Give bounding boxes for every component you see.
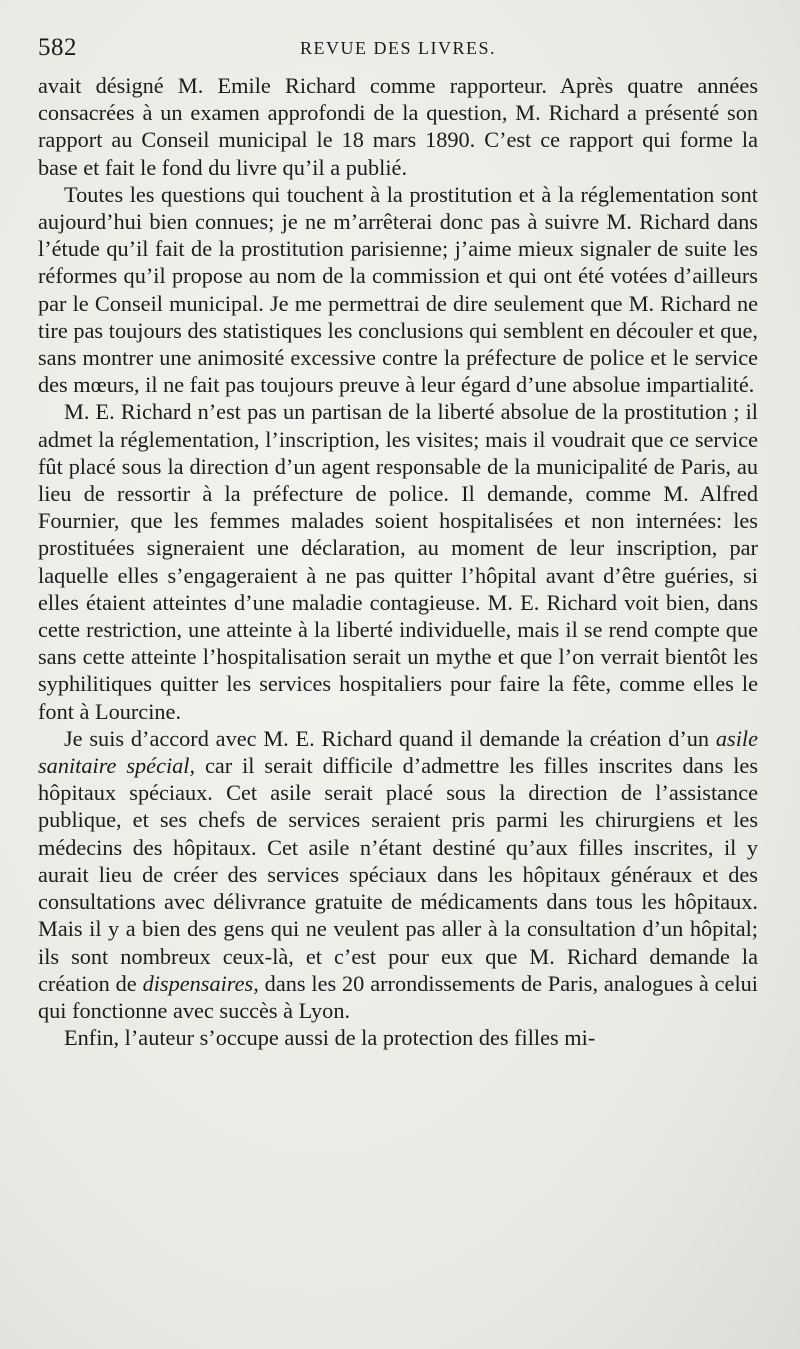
paragraph-text: M. E. Richard n’est pas un partisan de la liberté absolue de la prostitution ; il admet la réglementation, l’inscription, les visites; mais il voudrait que ce service fût placé sous la direction d’un agent responsable de la municipalité de Paris, au lieu de ressortir à la préfecture de police. Il demande, comme M. Alfred Fournier, que les femmes malades soient hospitalisées et non internées: les prostituées signeraient une déclaration, au moment de leur inscription, par laquelle elles s’engageraient à ne pas quitter l’hôpital avant d’être guéries, si elles étaient atteintes d’une maladie contagieuse. M. E. Richard voit bien, dans cette restriction, une atteinte à la liberté individuelle, mais il se rend compte que sans cette atteinte l’hospitalisation serait un mythe et que l’on verrait bientôt les syphilitiques quitter les services hospitaliers pour faire la fête, comme elles le font à Lourcine. — [38, 399, 758, 724]
paragraph — [38, 725, 758, 1024]
paragraph-text: Je suis d’accord avec M. E. Richard quand il demande la création d’un — [64, 725, 716, 751]
paragraph-text: dans les 20 arrondissements de Paris, analogues à celui qui fonctionne avec succès à Lyon. — [38, 970, 758, 1023]
paragraph-text: car il serait difficile d’admettre les filles inscrites dans les hôpitaux spéciaux. Cet asile serait placé sous la direction de l’assistance publique, et ses chefs de services seraient pris parmi les chirurgiens et les médecins des hôpitaux. Cet asile n’étant destiné qu’aux filles inscrites, il y aurait lieu de créer des services spéciaux dans les hôpitaux généraux et des consultations avec délivrance gratuite de médicaments dans tous les hôpitaux. Mais il y a bien des gens qui ne veulent pas aller à la consultation d’un hôpital; ils sont nombreux ceux-là, et c’est pour eux que M. Richard demande la création de — [38, 753, 758, 996]
paragraph — [38, 181, 758, 399]
paragraph-text: avait désigné M. Emile Richard comme rapporteur. Après quatre années consacrées à un examen approfondi de la question, M. Richard a présenté son rapport au Conseil municipal le 18 mars 1890. C’est ce rapport qui forme la base et fait le fond du livre qu’il a publié. — [38, 73, 758, 180]
paragraph-text: Enfin, l’auteur s’occupe aussi de la protection des filles mi- — [64, 1025, 596, 1051]
paragraph — [38, 72, 758, 181]
italic-text: asile sanitaire spécial, — [38, 725, 758, 779]
paragraph — [38, 398, 758, 724]
running-head: REVUE DES LIVRES. — [300, 38, 496, 58]
page-header — [38, 30, 758, 66]
paragraph-text: Toutes les questions qui touchent à la prostitution et à la réglementation sont aujourd’hui bien connues; je ne m’arrêterai donc pas à suivre M. Richard dans l’étude qu’il fait de la prostitution parisienne; j’aime mieux signaler de suite les réformes qu’il propose au nom de la commission et qui ont été votées d’ailleurs par le Conseil municipal. Je me permettrai de dire seulement que M. Richard ne tire pas toujours des statistiques les conclusions qui semblent en découler et que, sans montrer une animosité excessive contre la préfecture de police et le service des mœurs, il ne fait pas toujours preuve à leur égard d’une absolue impartialité. — [38, 181, 758, 398]
italic-text: dispensaires, — [142, 970, 259, 996]
page-number: 582 — [38, 34, 77, 61]
body-text — [38, 72, 758, 1051]
paragraph — [38, 1024, 758, 1051]
